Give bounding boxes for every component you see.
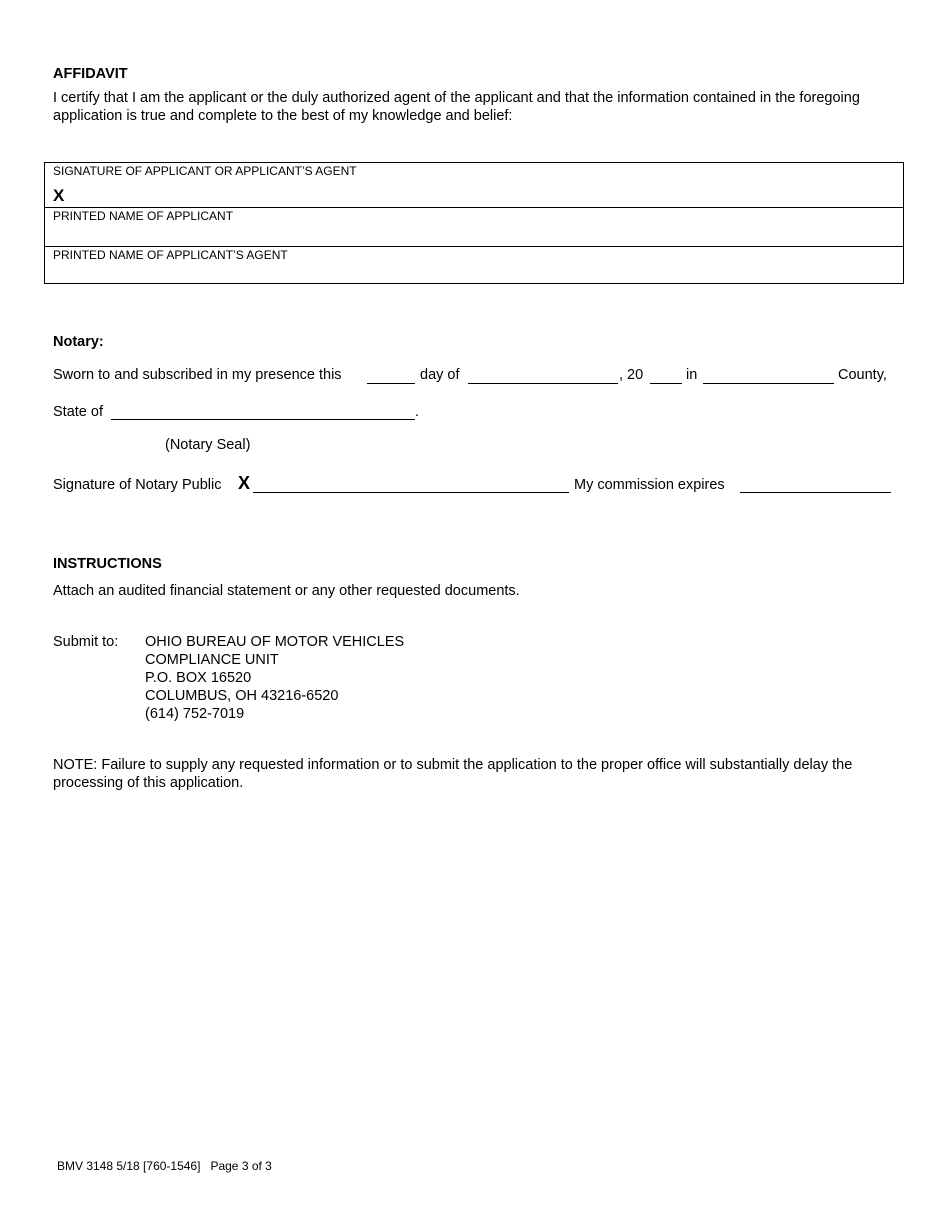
agent-printed-name-field[interactable]: [45, 247, 903, 284]
county-blank[interactable]: [703, 383, 834, 384]
in-text: in: [686, 367, 698, 383]
instructions-heading: INSTRUCTIONS: [53, 556, 162, 572]
sworn-day-blank[interactable]: [367, 383, 415, 384]
applicant-printed-name-label: PRINTED NAME OF APPLICANT: [53, 209, 234, 223]
notary-signature-blank[interactable]: [253, 492, 569, 493]
address-line: P.O. BOX 16520: [145, 670, 252, 686]
notary-signature-label: Signature of Notary Public: [53, 477, 222, 493]
sworn-year-blank[interactable]: [650, 383, 682, 384]
applicant-printed-name-field[interactable]: [45, 208, 903, 247]
submit-address: [145, 633, 404, 723]
applicant-signature-field[interactable]: [45, 163, 903, 208]
sworn-prefix-text: Sworn to and subscribed in my presence this: [53, 367, 342, 383]
state-period: .: [415, 404, 420, 420]
applicant-signature-box: [44, 162, 904, 284]
page-footer: [57, 1159, 272, 1173]
address-line: OHIO BUREAU OF MOTOR VEHICLES: [145, 634, 405, 650]
note-text: NOTE: Failure to supply any requested information or to submit the application to the proper office will substantially delay the processing of this application.: [53, 757, 853, 791]
address-line: COLUMBUS, OH 43216-6520: [145, 688, 339, 704]
year-prefix-text: , 20: [619, 367, 644, 383]
day-of-text: day of: [420, 367, 460, 383]
applicant-signature-label: SIGNATURE OF APPLICANT OR APPLICANT’S AGENT: [53, 164, 357, 178]
notary-seal-label: (Notary Seal): [165, 437, 251, 453]
affidavit-heading: AFFIDAVIT: [53, 66, 128, 82]
affidavit-statement: I certify that I am the applicant or the duly authorized agent of the applicant and that the information contained in the foregoing application is true and complete to the best of my knowledge and belief:: [53, 90, 860, 124]
address-line: COMPLIANCE UNIT: [145, 652, 279, 668]
state-blank[interactable]: [111, 419, 415, 420]
notary-heading: Notary:: [53, 334, 104, 350]
instructions-text: Attach an audited financial statement or any other requested documents.: [53, 583, 520, 599]
commission-expires-blank[interactable]: [740, 492, 891, 493]
form-id: BMV 3148 5/18 [760-1546]: [57, 1159, 201, 1173]
state-of-text: State of: [53, 404, 103, 420]
signature-x-mark: X: [53, 186, 65, 205]
sworn-month-blank[interactable]: [468, 383, 618, 384]
agent-printed-name-label: PRINTED NAME OF APPLICANT’S AGENT: [53, 248, 288, 262]
page-number: Page 3 of 3: [210, 1159, 272, 1173]
county-text: County,: [838, 367, 887, 383]
address-phone: (614) 752-7019: [145, 706, 245, 722]
notary-signature-x-mark: X: [238, 473, 251, 493]
commission-expires-label: My commission expires: [574, 477, 725, 493]
submit-to-label: Submit to:: [53, 634, 119, 650]
